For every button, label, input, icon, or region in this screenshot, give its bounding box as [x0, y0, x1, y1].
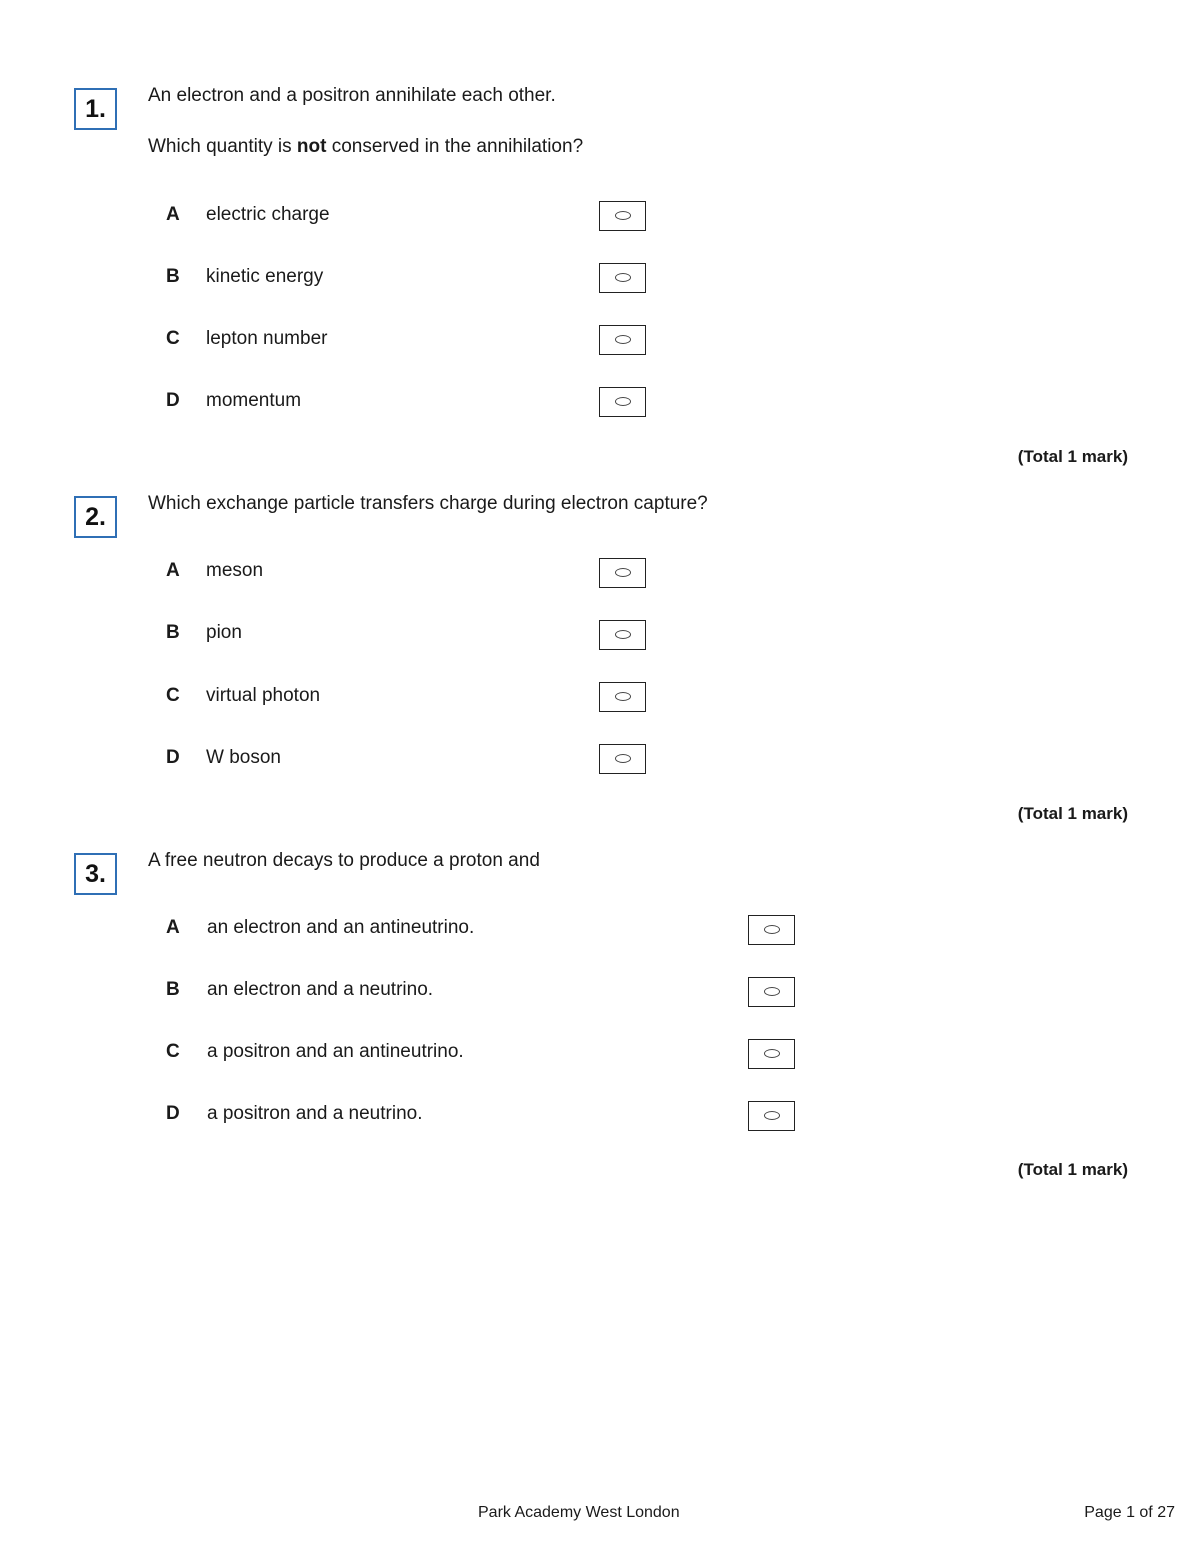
oval-icon [615, 397, 631, 406]
oval-icon [615, 630, 631, 639]
prompt-emphasis: not [296, 136, 327, 157]
oval-icon [615, 335, 631, 344]
option-label: an electron and an antineutrino. [207, 917, 475, 938]
option-letter: D [166, 1103, 180, 1124]
answer-box[interactable] [599, 387, 646, 417]
option-letter: B [166, 622, 180, 643]
option-letter: B [166, 979, 180, 1000]
oval-icon [764, 987, 780, 996]
answer-box[interactable] [599, 682, 646, 712]
footer-school: Park Academy West London [478, 1504, 680, 1521]
question-prompt [148, 136, 583, 158]
option-label: electric charge [206, 204, 330, 225]
option-letter: C [166, 328, 180, 349]
question-number: 1. [74, 88, 117, 130]
answer-box[interactable] [599, 201, 646, 231]
question-stem: A free neutron decays to produce a proton and [148, 850, 540, 871]
answer-box[interactable] [599, 263, 646, 293]
answer-box[interactable] [748, 915, 795, 945]
option-letter: D [166, 390, 180, 411]
prompt-text: conserved in the annihilation? [326, 136, 584, 157]
option-label: a positron and an antineutrino. [207, 1041, 464, 1062]
answer-box[interactable] [748, 1039, 795, 1069]
option-letter: A [166, 204, 180, 225]
footer-page-number: Page 1 of 27 [1084, 1504, 1175, 1521]
option-label: a positron and a neutrino. [207, 1103, 423, 1124]
oval-icon [764, 1111, 780, 1120]
question-stem: Which exchange particle transfers charge during electron capture? [148, 493, 708, 514]
answer-box[interactable] [599, 620, 646, 650]
oval-icon [615, 754, 631, 763]
option-letter: D [166, 747, 180, 768]
prompt-text: Which quantity is [148, 136, 297, 157]
option-letter: C [166, 685, 180, 706]
option-letter: A [166, 917, 180, 938]
option-label: meson [206, 560, 264, 581]
option-label: an electron and a neutrino. [207, 979, 434, 1000]
answer-box[interactable] [748, 1101, 795, 1131]
option-label: kinetic energy [206, 266, 324, 287]
oval-icon [615, 692, 631, 701]
oval-icon [764, 1049, 780, 1058]
answer-box[interactable] [599, 325, 646, 355]
option-label: W boson [206, 747, 281, 768]
oval-icon [615, 568, 631, 577]
option-letter: C [166, 1041, 180, 1062]
answer-box[interactable] [599, 744, 646, 774]
answer-box[interactable] [599, 558, 646, 588]
answer-box[interactable] [748, 977, 795, 1007]
option-letter: A [166, 560, 180, 581]
question-number: 2. [74, 496, 117, 538]
option-letter: B [166, 266, 180, 287]
oval-icon [615, 273, 631, 282]
question-number: 3. [74, 853, 117, 895]
option-label: lepton number [206, 328, 328, 349]
oval-icon [615, 211, 631, 220]
option-label: pion [206, 622, 242, 643]
total-mark: (Total 1 mark) [1017, 1160, 1128, 1179]
total-mark: (Total 1 mark) [1017, 447, 1128, 466]
total-mark: (Total 1 mark) [1017, 804, 1128, 823]
option-label: momentum [206, 390, 302, 411]
oval-icon [764, 925, 780, 934]
question-stem: An electron and a positron annihilate each other. [148, 85, 556, 106]
option-label: virtual photon [206, 685, 321, 706]
